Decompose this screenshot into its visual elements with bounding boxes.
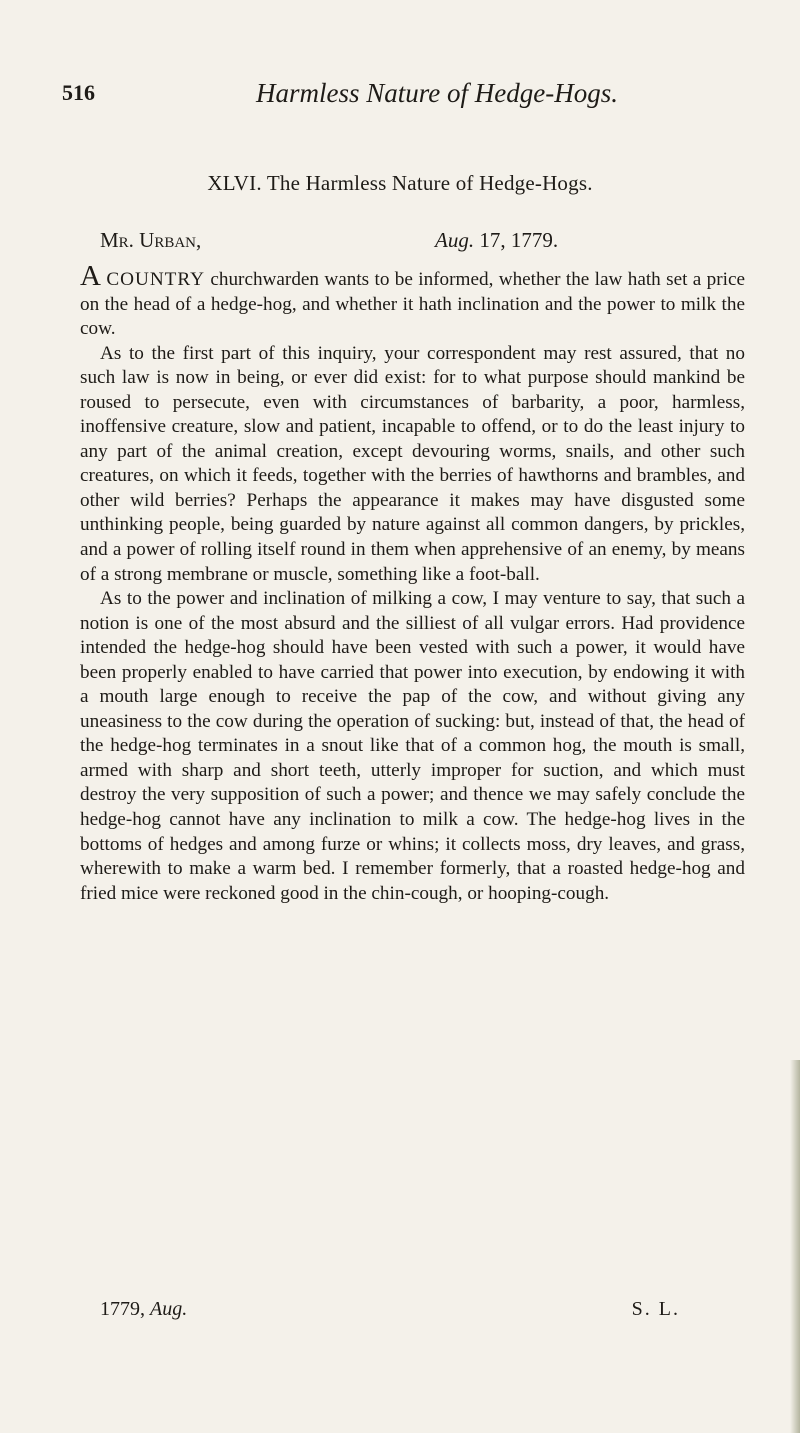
article-heading: XLVI. The Harmless Nature of Hedge-Hogs.: [207, 171, 593, 195]
paragraph-2: As to the first part of this inquiry, your correspondent may rest assured, that no such law is now in being, or ever did exist: for to what purpose should mankind be roused to persecute, even with circumstances of barbarity, a poor, harmless, inoffensive creature, slow and patient, incapable to offend, or to do the least injury to any part of the animal creation, except devouring worms, snails, and other such creatures, on which it feeds, together with the berries of hawthorns and brambles, and other wild berries? Perhaps the appearance it makes may have disgusted some unthinking people, being guarded by nature against all common dangers, by prickles, and a power of rolling itself round in them when apprehensive of an enemy, by means of a strong membrane or muscle, something like a foot-ball.: [80, 342, 745, 585]
article-body: [80, 260, 745, 906]
paragraph-3: As to the power and inclination of milking a cow, I may venture to say, that such a notion is one of the most absurd and the silliest of all vulgar errors. Had providence intended the hedge-hog should have been vested with such a power, it would have been properly enabled to have carried that power into execution, by endowing it with a mouth large enough to receive the pap of the cow, and without giving any uneasiness to the cow during the operation of sucking: but, instead of that, the head of the hedge-hog terminates in a snout like that of a common hog, the mouth is small, armed with sharp and short teeth, utterly improper for suction, and which must destroy the very supposition of such a power; and thence we may safely conclude the hedge-hog cannot have any inclination to milk a cow. The hedge-hog lives in the bottoms of hedges and among furze or whins; it collects moss, dry leaves, and grass, wherewith to make a warm bed. I remember formerly, that a roasted hedge-hog and fried mice were reckoned good in the chin-cough, or hooping-cough.: [80, 588, 745, 904]
page-edge-shadow: [790, 1060, 800, 1433]
dateline-rest: 17, 1779.: [479, 228, 559, 252]
page-number: 516: [62, 80, 95, 105]
running-head: [62, 80, 660, 120]
running-title: Harmless Nature of Hedge-Hogs.: [256, 78, 618, 108]
paragraph-1-text: churchwarden wants to be informed, whether the law hath set a price on the head of a hedge-hog, and whether it hath inclination and the power to milk the cow.: [80, 269, 745, 340]
opening-caps: COUNTRY: [106, 269, 205, 290]
dateline: [435, 228, 558, 253]
signature: S. L.: [631, 1298, 680, 1320]
signoff-date: [100, 1298, 187, 1321]
dateline-month: Aug.: [435, 228, 475, 252]
signoff-month: Aug.: [150, 1298, 188, 1320]
drop-cap: A: [80, 260, 101, 292]
signoff-year: 1779,: [100, 1298, 145, 1320]
salutation: Mr. Urban,: [100, 228, 202, 252]
paragraph-1: [80, 260, 745, 342]
